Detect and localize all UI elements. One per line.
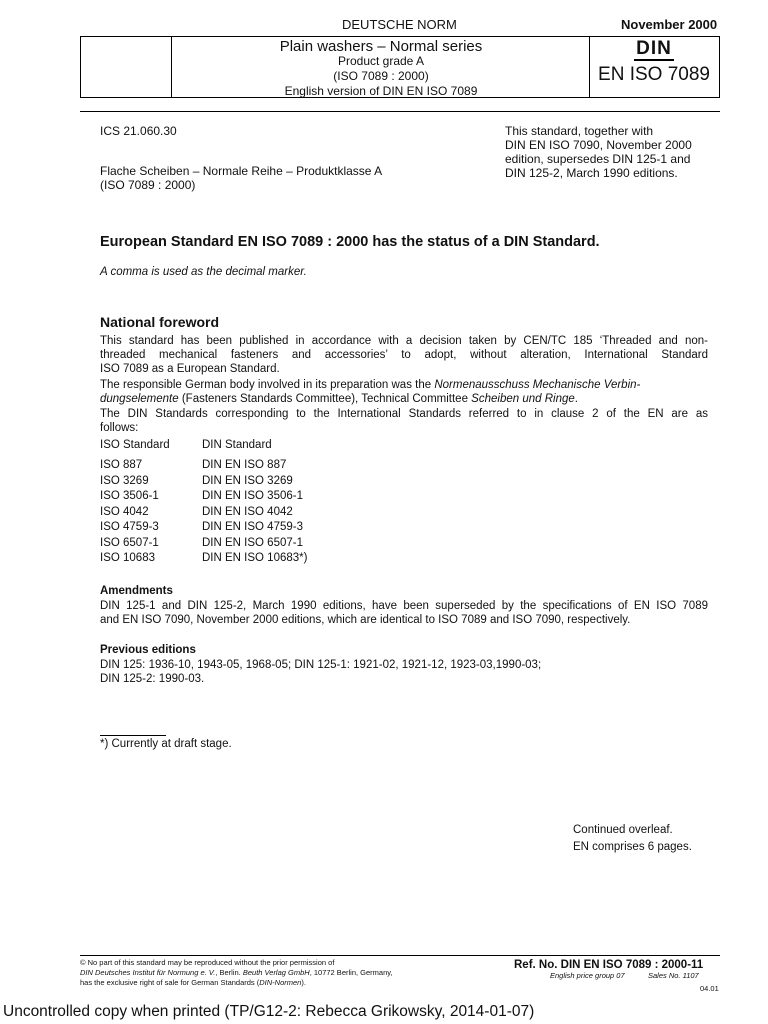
subtitle-version: English version of DIN EN ISO 7089 (284, 84, 478, 98)
subtitle-grade: Product grade A (337, 54, 425, 68)
technical-committee: Scheiben und Ringe (471, 393, 575, 405)
footnote-rule (100, 735, 166, 736)
din-cell: DIN EN ISO 3506-1 (202, 490, 303, 502)
din-cell: DIN EN ISO 3269 (202, 474, 293, 487)
ics-code: ICS 21.060.30 (100, 124, 177, 138)
amendments-line-2: and EN ISO 7090, November 2000 editions, which are identical to ISO 7089 and ISO 7090, respectively. (100, 614, 631, 626)
committee-desc: (Fasteners Standards Committee), Technical Committee (178, 393, 472, 405)
beuth-verlag: Beuth Verlag GmbH (242, 968, 310, 977)
page-title: Plain washers – Normal series (279, 38, 483, 55)
previous-editions-heading: Previous editions (100, 644, 196, 656)
supersedes-line-4: DIN 125-2, March 1990 editions. (505, 166, 678, 180)
foreword-para3-line2: follows: (100, 422, 139, 434)
din-institute: DIN Deutsches Institut für Normung e. V. (80, 968, 216, 977)
para2-period: . (574, 393, 578, 405)
din-cell: DIN EN ISO 887 (202, 459, 287, 471)
standard-number: EN ISO 7089 (598, 64, 710, 85)
copyright-city: , Berlin. (215, 968, 243, 977)
norm-label: DEUTSCHE NORM (342, 17, 457, 32)
price-group: English price group 07 (550, 971, 625, 980)
table-row (100, 489, 307, 505)
committee-name-cont: dungselemente (100, 393, 179, 405)
footer-rule (80, 955, 720, 956)
copyright-line-2 (80, 968, 393, 978)
table-row (100, 551, 307, 567)
table-row (100, 458, 307, 474)
table-row (100, 536, 307, 552)
table-row (100, 520, 307, 536)
standards-mapping-table (100, 438, 307, 567)
supersedes-line-3: edition, supersedes DIN 125-1 and (505, 152, 691, 166)
copyright-line-3 (80, 978, 306, 988)
page-count-note: EN comprises 6 pages. (573, 841, 692, 853)
din-cell: DIN EN ISO 6507-1 (202, 536, 303, 549)
foreword-para2-line2 (100, 393, 578, 407)
supersedes-line-2: DIN EN ISO 7090, November 2000 (505, 138, 692, 152)
german-title: Flache Scheiben – Normale Reihe – Produktklasse A (100, 164, 383, 178)
supersedes-line-1: This standard, together with (505, 124, 654, 138)
doc-code: 04.01 (700, 984, 719, 993)
decimal-marker-note: A comma is used as the decimal marker. (100, 266, 307, 278)
amendments-heading: Amendments (100, 585, 173, 597)
table-header-row (100, 438, 307, 458)
reference-number: Ref. No. DIN EN ISO 7089 : 2000-11 (514, 959, 704, 971)
iso-cell: ISO 4759-3 (100, 521, 159, 533)
german-title-iso: (ISO 7089 : 2000) (100, 178, 196, 192)
copyright-close: ). (301, 978, 306, 987)
column-header-din: DIN Standard (202, 439, 272, 451)
title-block (173, 39, 589, 99)
national-foreword-heading: National foreword (100, 314, 220, 330)
copyright-line-1: © No part of this standard may be reproduced without the prior permission of (80, 958, 335, 967)
din-normen: DIN-Normen (259, 978, 302, 987)
column-header-iso: ISO Standard (100, 439, 170, 451)
subtitle-iso: (ISO 7089 : 2000) (333, 69, 429, 83)
iso-cell: ISO 887 (100, 459, 143, 471)
foreword-para1-line2: threaded mechanical fasteners and accessories’ to adopt, without alteration, International Standard (100, 349, 708, 361)
din-cell: DIN EN ISO 4042 (202, 505, 293, 518)
foreword-para2-text: The responsible German body involved in its preparation was the (100, 379, 435, 391)
uncontrolled-copy-notice: Uncontrolled copy when printed (TP/G12-2: Rebecca Grikowsky, 2014-01-07) (3, 1003, 535, 1020)
din-cell: DIN EN ISO 4759-3 (202, 521, 303, 533)
foreword-para3-line1: The DIN Standards corresponding to the International Standards referred to in clause 2 of the EN are as (100, 408, 708, 420)
iso-cell: ISO 3269 (100, 474, 149, 487)
din-cell: DIN EN ISO 10683*) (202, 552, 308, 564)
table-row (100, 474, 307, 490)
copyright-sale-text: has the exclusive right of sale for German Standards ( (80, 978, 260, 987)
continued-overleaf: Continued overleaf. (573, 824, 673, 836)
foreword-para1-line1: This standard has been published in accordance with a decision taken by CEN/TC 185 ‘Threaded and non- (100, 335, 708, 347)
issue-date: November 2000 (621, 17, 718, 32)
amendments-line-1: DIN 125-1 and DIN 125-2, March 1990 editions, have been superseded by the specifications of EN ISO 7089 (100, 600, 708, 612)
foreword-para2-line1 (100, 379, 708, 393)
footnote: *) Currently at draft stage. (100, 738, 232, 750)
foreword-para1-line3: ISO 7089 as a European Standard. (100, 363, 280, 375)
iso-cell: ISO 6507-1 (100, 536, 159, 549)
table-row (100, 505, 307, 521)
previous-editions-line-2: DIN 125-2: 1990-03. (100, 673, 205, 685)
din-logo-text: DIN (636, 38, 672, 59)
copyright-address: , 10772 Berlin, Germany, (309, 968, 393, 977)
status-heading: European Standard EN ISO 7089 : 2000 has the status of a DIN Standard. (100, 234, 600, 250)
header-divider-left (171, 37, 172, 97)
iso-cell: ISO 10683 (100, 552, 155, 564)
iso-cell: ISO 3506-1 (100, 490, 159, 502)
header-rule (80, 111, 720, 112)
din-logo (589, 39, 719, 87)
sales-number: Sales No. 1107 (648, 971, 699, 980)
iso-cell: ISO 4042 (100, 505, 149, 518)
committee-name: Normenausschuss Mechanische Verbin- (434, 379, 641, 391)
previous-editions-line-1: DIN 125: 1936-10, 1943-05, 1968-05; DIN 125-1: 1921-02, 1921-12, 1923-03,1990-03; (100, 659, 542, 671)
header-box (80, 36, 720, 98)
